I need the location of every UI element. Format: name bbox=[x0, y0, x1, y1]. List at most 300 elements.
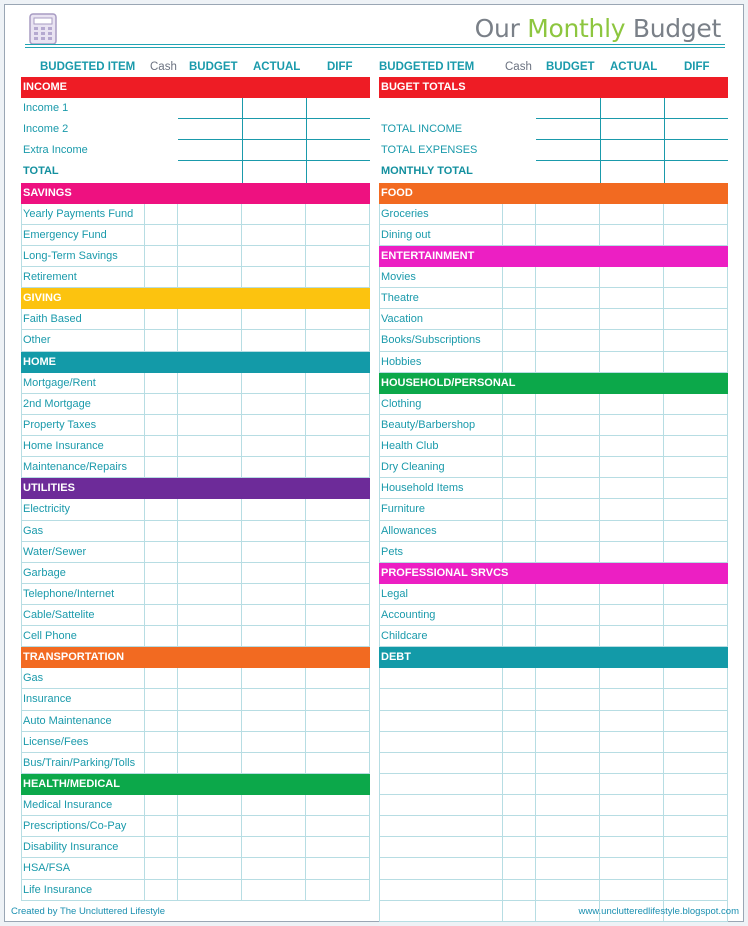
budget-row[interactable] bbox=[379, 795, 728, 816]
cell-divider bbox=[369, 858, 370, 878]
cell-divider bbox=[144, 373, 145, 393]
budget-row[interactable] bbox=[21, 457, 370, 478]
cell-divider bbox=[599, 880, 600, 900]
budget-row[interactable] bbox=[379, 521, 728, 542]
cell-divider bbox=[177, 689, 178, 709]
budget-row[interactable] bbox=[21, 309, 370, 330]
cell-divider bbox=[663, 711, 664, 731]
cell-divider bbox=[600, 98, 601, 119]
budget-row[interactable] bbox=[21, 880, 370, 901]
cell-divider bbox=[379, 309, 380, 329]
cell-divider bbox=[379, 774, 380, 794]
row-label: Water/Sewer bbox=[23, 545, 87, 558]
cell-divider bbox=[599, 774, 600, 794]
cell-divider bbox=[727, 352, 728, 372]
row-label: Clothing bbox=[381, 397, 422, 410]
cell-divider bbox=[305, 225, 306, 245]
cell-divider bbox=[502, 795, 503, 815]
cell-divider bbox=[599, 711, 600, 731]
cell-divider bbox=[144, 330, 145, 350]
row-label: Gas bbox=[23, 524, 44, 537]
budget-row[interactable] bbox=[379, 499, 728, 520]
section-header bbox=[21, 77, 370, 98]
section-header bbox=[21, 647, 370, 668]
cell-divider bbox=[21, 880, 22, 900]
budget-row[interactable] bbox=[21, 816, 370, 837]
section-header bbox=[379, 373, 728, 394]
cell-divider bbox=[369, 309, 370, 329]
cell-divider bbox=[242, 161, 243, 182]
cell-divider bbox=[21, 858, 22, 878]
cell-divider bbox=[177, 373, 178, 393]
cell-divider bbox=[305, 521, 306, 541]
cell-divider bbox=[241, 668, 242, 688]
cell-divider bbox=[144, 521, 145, 541]
cell-divider bbox=[21, 499, 22, 519]
budget-row[interactable] bbox=[21, 330, 370, 351]
budget-row[interactable] bbox=[379, 415, 728, 436]
budget-row[interactable] bbox=[21, 563, 370, 584]
cell-divider bbox=[502, 457, 503, 477]
budget-row[interactable] bbox=[379, 542, 728, 563]
cell-divider bbox=[177, 753, 178, 773]
budget-row[interactable] bbox=[21, 795, 370, 816]
budget-row[interactable] bbox=[21, 689, 370, 710]
row-label: Insurance bbox=[23, 693, 72, 706]
cell-divider bbox=[305, 330, 306, 350]
cell-divider bbox=[379, 795, 380, 815]
row-label: Electricity bbox=[23, 503, 71, 516]
row-label: Retirement bbox=[23, 271, 77, 284]
cell-divider bbox=[369, 457, 370, 477]
cell-divider bbox=[177, 309, 178, 329]
cell-divider bbox=[305, 689, 306, 709]
budget-row[interactable] bbox=[379, 626, 728, 647]
footer-url[interactable]: www.unclutteredlifestyle.blogspot.com bbox=[578, 906, 739, 917]
cell-divider bbox=[502, 521, 503, 541]
cell-divider bbox=[599, 753, 600, 773]
cell-divider bbox=[599, 542, 600, 562]
row-label: Property Taxes bbox=[23, 418, 97, 431]
header-budgeted-item: BUDGETED ITEM bbox=[379, 61, 475, 73]
header-diff: DIFF bbox=[684, 61, 710, 73]
cell-divider bbox=[369, 795, 370, 815]
cell-divider bbox=[727, 837, 728, 857]
cell-divider bbox=[241, 584, 242, 604]
cell-divider bbox=[599, 394, 600, 414]
section-label: DEBT bbox=[381, 651, 411, 664]
cell-divider bbox=[502, 584, 503, 604]
footer-credit: Created by The Uncluttered Lifestyle bbox=[11, 906, 166, 917]
budget-row[interactable] bbox=[379, 288, 728, 309]
row-label: Household Items bbox=[381, 482, 464, 495]
cell-divider bbox=[177, 584, 178, 604]
cell-divider bbox=[369, 668, 370, 688]
cell-divider bbox=[663, 457, 664, 477]
cell-divider bbox=[502, 267, 503, 287]
cell-divider bbox=[663, 478, 664, 498]
cell-divider bbox=[535, 584, 536, 604]
cell-divider bbox=[663, 732, 664, 752]
cell-divider bbox=[177, 436, 178, 456]
cell-divider bbox=[305, 816, 306, 836]
cell-divider bbox=[664, 98, 665, 119]
budget-row[interactable] bbox=[21, 837, 370, 858]
cell-divider bbox=[502, 352, 503, 372]
cell-divider bbox=[144, 837, 145, 857]
budget-row[interactable] bbox=[21, 267, 370, 288]
section-label: INCOME bbox=[23, 81, 67, 93]
cell-divider bbox=[727, 880, 728, 900]
cell-divider bbox=[177, 225, 178, 245]
cell-divider bbox=[369, 837, 370, 857]
cell-divider bbox=[600, 119, 601, 140]
cell-divider bbox=[21, 584, 22, 604]
cell-divider bbox=[379, 753, 380, 773]
cell-divider bbox=[599, 225, 600, 245]
cell-divider bbox=[177, 246, 178, 266]
cell-divider bbox=[369, 204, 370, 224]
cell-divider bbox=[663, 816, 664, 836]
cell-divider bbox=[369, 689, 370, 709]
section-label: ENTERTAINMENT bbox=[381, 249, 475, 262]
cell-divider bbox=[144, 711, 145, 731]
cell-divider bbox=[241, 436, 242, 456]
budget-row[interactable] bbox=[379, 816, 728, 837]
cell-divider bbox=[177, 880, 178, 900]
summary-row bbox=[379, 140, 728, 161]
budget-row[interactable] bbox=[21, 858, 370, 879]
cell-divider bbox=[177, 267, 178, 287]
cell-divider bbox=[305, 837, 306, 857]
budget-row[interactable] bbox=[21, 542, 370, 563]
section-label: BUGET TOTALS bbox=[381, 81, 466, 93]
cell-divider bbox=[727, 795, 728, 815]
cell-divider bbox=[21, 542, 22, 562]
cell-divider bbox=[599, 605, 600, 625]
budget-row[interactable] bbox=[379, 204, 728, 225]
cell-divider bbox=[535, 753, 536, 773]
budget-row[interactable] bbox=[379, 711, 728, 732]
cell-divider bbox=[502, 204, 503, 224]
cell-divider bbox=[663, 880, 664, 900]
row-label: Auto Maintenance bbox=[23, 714, 112, 727]
cell-divider bbox=[535, 774, 536, 794]
cell-divider bbox=[599, 689, 600, 709]
cell-divider bbox=[305, 436, 306, 456]
cell-divider bbox=[663, 288, 664, 308]
budget-row[interactable] bbox=[21, 584, 370, 605]
cell-divider bbox=[21, 753, 22, 773]
row-label: Gas bbox=[23, 672, 44, 685]
cell-divider bbox=[663, 858, 664, 878]
cell-divider bbox=[502, 837, 503, 857]
budget-row[interactable] bbox=[379, 394, 728, 415]
cell-divider bbox=[379, 584, 380, 604]
budget-row[interactable] bbox=[379, 880, 728, 901]
summary-row bbox=[379, 98, 728, 119]
row-label: Movies bbox=[381, 271, 416, 284]
budget-row[interactable] bbox=[379, 689, 728, 710]
cell-divider bbox=[177, 330, 178, 350]
budget-row[interactable] bbox=[379, 267, 728, 288]
row-label: Cable/Sattelite bbox=[23, 609, 95, 621]
row-label: Yearly Payments Fund bbox=[23, 207, 134, 220]
cell-divider bbox=[599, 795, 600, 815]
cell-divider bbox=[379, 711, 380, 731]
cell-divider bbox=[379, 267, 380, 287]
cell-divider bbox=[663, 753, 664, 773]
cell-divider bbox=[21, 330, 22, 350]
cell-divider bbox=[664, 161, 665, 182]
cell-divider bbox=[306, 161, 307, 182]
budget-row[interactable] bbox=[379, 732, 728, 753]
title-rule-2 bbox=[25, 47, 725, 48]
cell-divider bbox=[144, 795, 145, 815]
cell-divider bbox=[305, 584, 306, 604]
budget-row[interactable] bbox=[21, 373, 370, 394]
budget-row[interactable] bbox=[21, 394, 370, 415]
cell-divider bbox=[21, 415, 22, 435]
cell-divider bbox=[379, 394, 380, 414]
budget-row[interactable] bbox=[379, 605, 728, 626]
total-label: TOTAL bbox=[23, 165, 59, 178]
row-label: Extra Income bbox=[23, 144, 88, 157]
cell-divider bbox=[727, 668, 728, 688]
cell-divider bbox=[379, 626, 380, 646]
cell-divider bbox=[379, 288, 380, 308]
budget-row[interactable] bbox=[379, 668, 728, 689]
cell-divider bbox=[379, 436, 380, 456]
header-actual: ACTUAL bbox=[610, 61, 658, 73]
budget-row[interactable] bbox=[21, 246, 370, 267]
cell-divider bbox=[727, 542, 728, 562]
section-label: FOOD bbox=[381, 186, 413, 199]
row-label: License/Fees bbox=[23, 735, 89, 748]
budget-row[interactable] bbox=[21, 711, 370, 732]
page-title bbox=[475, 14, 721, 43]
cell-divider bbox=[144, 204, 145, 224]
cell-divider bbox=[502, 711, 503, 731]
cell-divider bbox=[369, 499, 370, 519]
cell-divider bbox=[144, 858, 145, 878]
cell-divider bbox=[599, 309, 600, 329]
cell-divider bbox=[144, 668, 145, 688]
cell-divider bbox=[144, 415, 145, 435]
row-label: Emergency Fund bbox=[23, 228, 107, 241]
cell-divider bbox=[241, 204, 242, 224]
cell-divider bbox=[535, 436, 536, 456]
cell-divider bbox=[305, 457, 306, 477]
cell-divider bbox=[663, 584, 664, 604]
cell-divider bbox=[144, 499, 145, 519]
cell-divider bbox=[535, 668, 536, 688]
budget-row[interactable] bbox=[379, 774, 728, 795]
cell-divider bbox=[502, 816, 503, 836]
cell-divider bbox=[369, 521, 370, 541]
cell-divider bbox=[599, 352, 600, 372]
title-highlight: Monthly bbox=[527, 14, 626, 43]
budget-row[interactable] bbox=[379, 478, 728, 499]
cell-divider bbox=[379, 837, 380, 857]
cell-divider bbox=[177, 394, 178, 414]
budget-row[interactable] bbox=[21, 521, 370, 542]
row-label: Faith Based bbox=[23, 313, 82, 326]
cell-divider bbox=[727, 225, 728, 245]
cell-divider bbox=[241, 880, 242, 900]
cell-divider bbox=[535, 330, 536, 350]
cell-divider bbox=[663, 436, 664, 456]
section-label: GIVING bbox=[23, 292, 62, 305]
cell-divider bbox=[21, 521, 22, 541]
cell-divider bbox=[502, 288, 503, 308]
cell-divider bbox=[599, 204, 600, 224]
cell-divider bbox=[379, 901, 380, 921]
cell-divider bbox=[305, 711, 306, 731]
cell-divider bbox=[535, 521, 536, 541]
budget-row[interactable] bbox=[379, 858, 728, 879]
header-actual: ACTUAL bbox=[253, 61, 301, 73]
row-label: Allowances bbox=[381, 524, 437, 537]
cell-divider bbox=[21, 394, 22, 414]
budget-row[interactable] bbox=[21, 626, 370, 647]
cell-divider bbox=[535, 478, 536, 498]
cell-divider bbox=[535, 858, 536, 878]
calculator-icon bbox=[29, 13, 57, 45]
cell-divider bbox=[144, 816, 145, 836]
cell-divider bbox=[177, 732, 178, 752]
budget-row[interactable] bbox=[21, 436, 370, 457]
cell-divider bbox=[379, 225, 380, 245]
budget-row[interactable] bbox=[379, 330, 728, 351]
cell-divider bbox=[21, 436, 22, 456]
cell-divider bbox=[369, 330, 370, 350]
section-header bbox=[379, 246, 728, 267]
budget-row[interactable] bbox=[21, 415, 370, 436]
cell-divider bbox=[369, 563, 370, 583]
budget-row[interactable] bbox=[379, 584, 728, 605]
cell-divider bbox=[502, 668, 503, 688]
budget-row[interactable] bbox=[379, 309, 728, 330]
row-label: Pets bbox=[381, 545, 404, 558]
cell-divider bbox=[727, 288, 728, 308]
row-label: Bus/Train/Parking/Tolls bbox=[23, 756, 136, 769]
cell-divider bbox=[177, 563, 178, 583]
budget-row[interactable] bbox=[21, 204, 370, 225]
section-label: HOME bbox=[23, 355, 56, 368]
section-header bbox=[379, 563, 728, 584]
row-label: Long-Term Savings bbox=[23, 249, 118, 262]
cell-divider bbox=[369, 267, 370, 287]
cell-divider bbox=[599, 858, 600, 878]
budget-row[interactable] bbox=[21, 732, 370, 753]
cell-divider bbox=[305, 309, 306, 329]
cell-divider bbox=[369, 626, 370, 646]
cell-divider bbox=[599, 668, 600, 688]
cell-divider bbox=[379, 542, 380, 562]
budget-row[interactable] bbox=[21, 753, 370, 774]
cell-divider bbox=[177, 837, 178, 857]
cell-divider bbox=[305, 415, 306, 435]
cell-divider bbox=[727, 605, 728, 625]
cell-divider bbox=[21, 732, 22, 752]
cell-divider bbox=[305, 204, 306, 224]
budget-row[interactable] bbox=[21, 605, 370, 626]
cell-divider bbox=[663, 352, 664, 372]
cell-divider bbox=[177, 204, 178, 224]
budget-row[interactable] bbox=[379, 436, 728, 457]
cell-divider bbox=[241, 521, 242, 541]
row-label: Beauty/Barbershop bbox=[381, 418, 476, 431]
budget-row[interactable] bbox=[21, 499, 370, 520]
row-label: Income 1 bbox=[23, 102, 69, 115]
row-label: TOTAL INCOME bbox=[381, 123, 463, 136]
header-diff: DIFF bbox=[327, 61, 353, 73]
cell-divider bbox=[144, 605, 145, 625]
section-label: HEALTH/MEDICAL bbox=[23, 777, 120, 790]
budget-row[interactable] bbox=[379, 225, 728, 246]
cell-divider bbox=[241, 373, 242, 393]
row-label: Medical Insurance bbox=[23, 799, 113, 812]
cell-divider bbox=[144, 626, 145, 646]
cell-divider bbox=[241, 330, 242, 350]
cell-divider bbox=[727, 753, 728, 773]
total-label: MONTHLY TOTAL bbox=[381, 165, 473, 178]
cell-divider bbox=[502, 542, 503, 562]
cell-divider bbox=[241, 753, 242, 773]
cell-divider bbox=[379, 330, 380, 350]
header-budget: BUDGET bbox=[189, 61, 238, 73]
title-rule bbox=[25, 44, 725, 45]
cell-divider bbox=[241, 816, 242, 836]
total-row bbox=[21, 161, 370, 182]
cell-divider bbox=[535, 288, 536, 308]
row-label: Accounting bbox=[381, 609, 436, 621]
cell-divider bbox=[21, 668, 22, 688]
cell-divider bbox=[21, 373, 22, 393]
cell-divider bbox=[144, 753, 145, 773]
summary-row bbox=[21, 140, 370, 161]
cell-divider bbox=[21, 267, 22, 287]
budget-row[interactable] bbox=[379, 352, 728, 373]
cell-divider bbox=[177, 415, 178, 435]
cell-divider bbox=[242, 119, 243, 140]
budget-row[interactable] bbox=[379, 457, 728, 478]
row-label: Childcare bbox=[381, 630, 428, 643]
cell-divider bbox=[241, 499, 242, 519]
cell-divider bbox=[663, 689, 664, 709]
budget-row[interactable] bbox=[21, 668, 370, 689]
cell-divider bbox=[241, 605, 242, 625]
cell-divider bbox=[535, 499, 536, 519]
budget-row[interactable] bbox=[379, 837, 728, 858]
budget-row[interactable] bbox=[21, 225, 370, 246]
cell-divider bbox=[241, 732, 242, 752]
cell-divider bbox=[177, 542, 178, 562]
cell-divider bbox=[502, 689, 503, 709]
cell-divider bbox=[599, 267, 600, 287]
cell-divider bbox=[663, 774, 664, 794]
cell-divider bbox=[379, 732, 380, 752]
header-cash: Cash bbox=[505, 61, 532, 73]
cell-divider bbox=[305, 542, 306, 562]
cell-divider bbox=[663, 605, 664, 625]
cell-divider bbox=[535, 711, 536, 731]
cell-divider bbox=[663, 204, 664, 224]
cell-divider bbox=[21, 246, 22, 266]
budget-row[interactable] bbox=[379, 753, 728, 774]
summary-row bbox=[21, 98, 370, 119]
